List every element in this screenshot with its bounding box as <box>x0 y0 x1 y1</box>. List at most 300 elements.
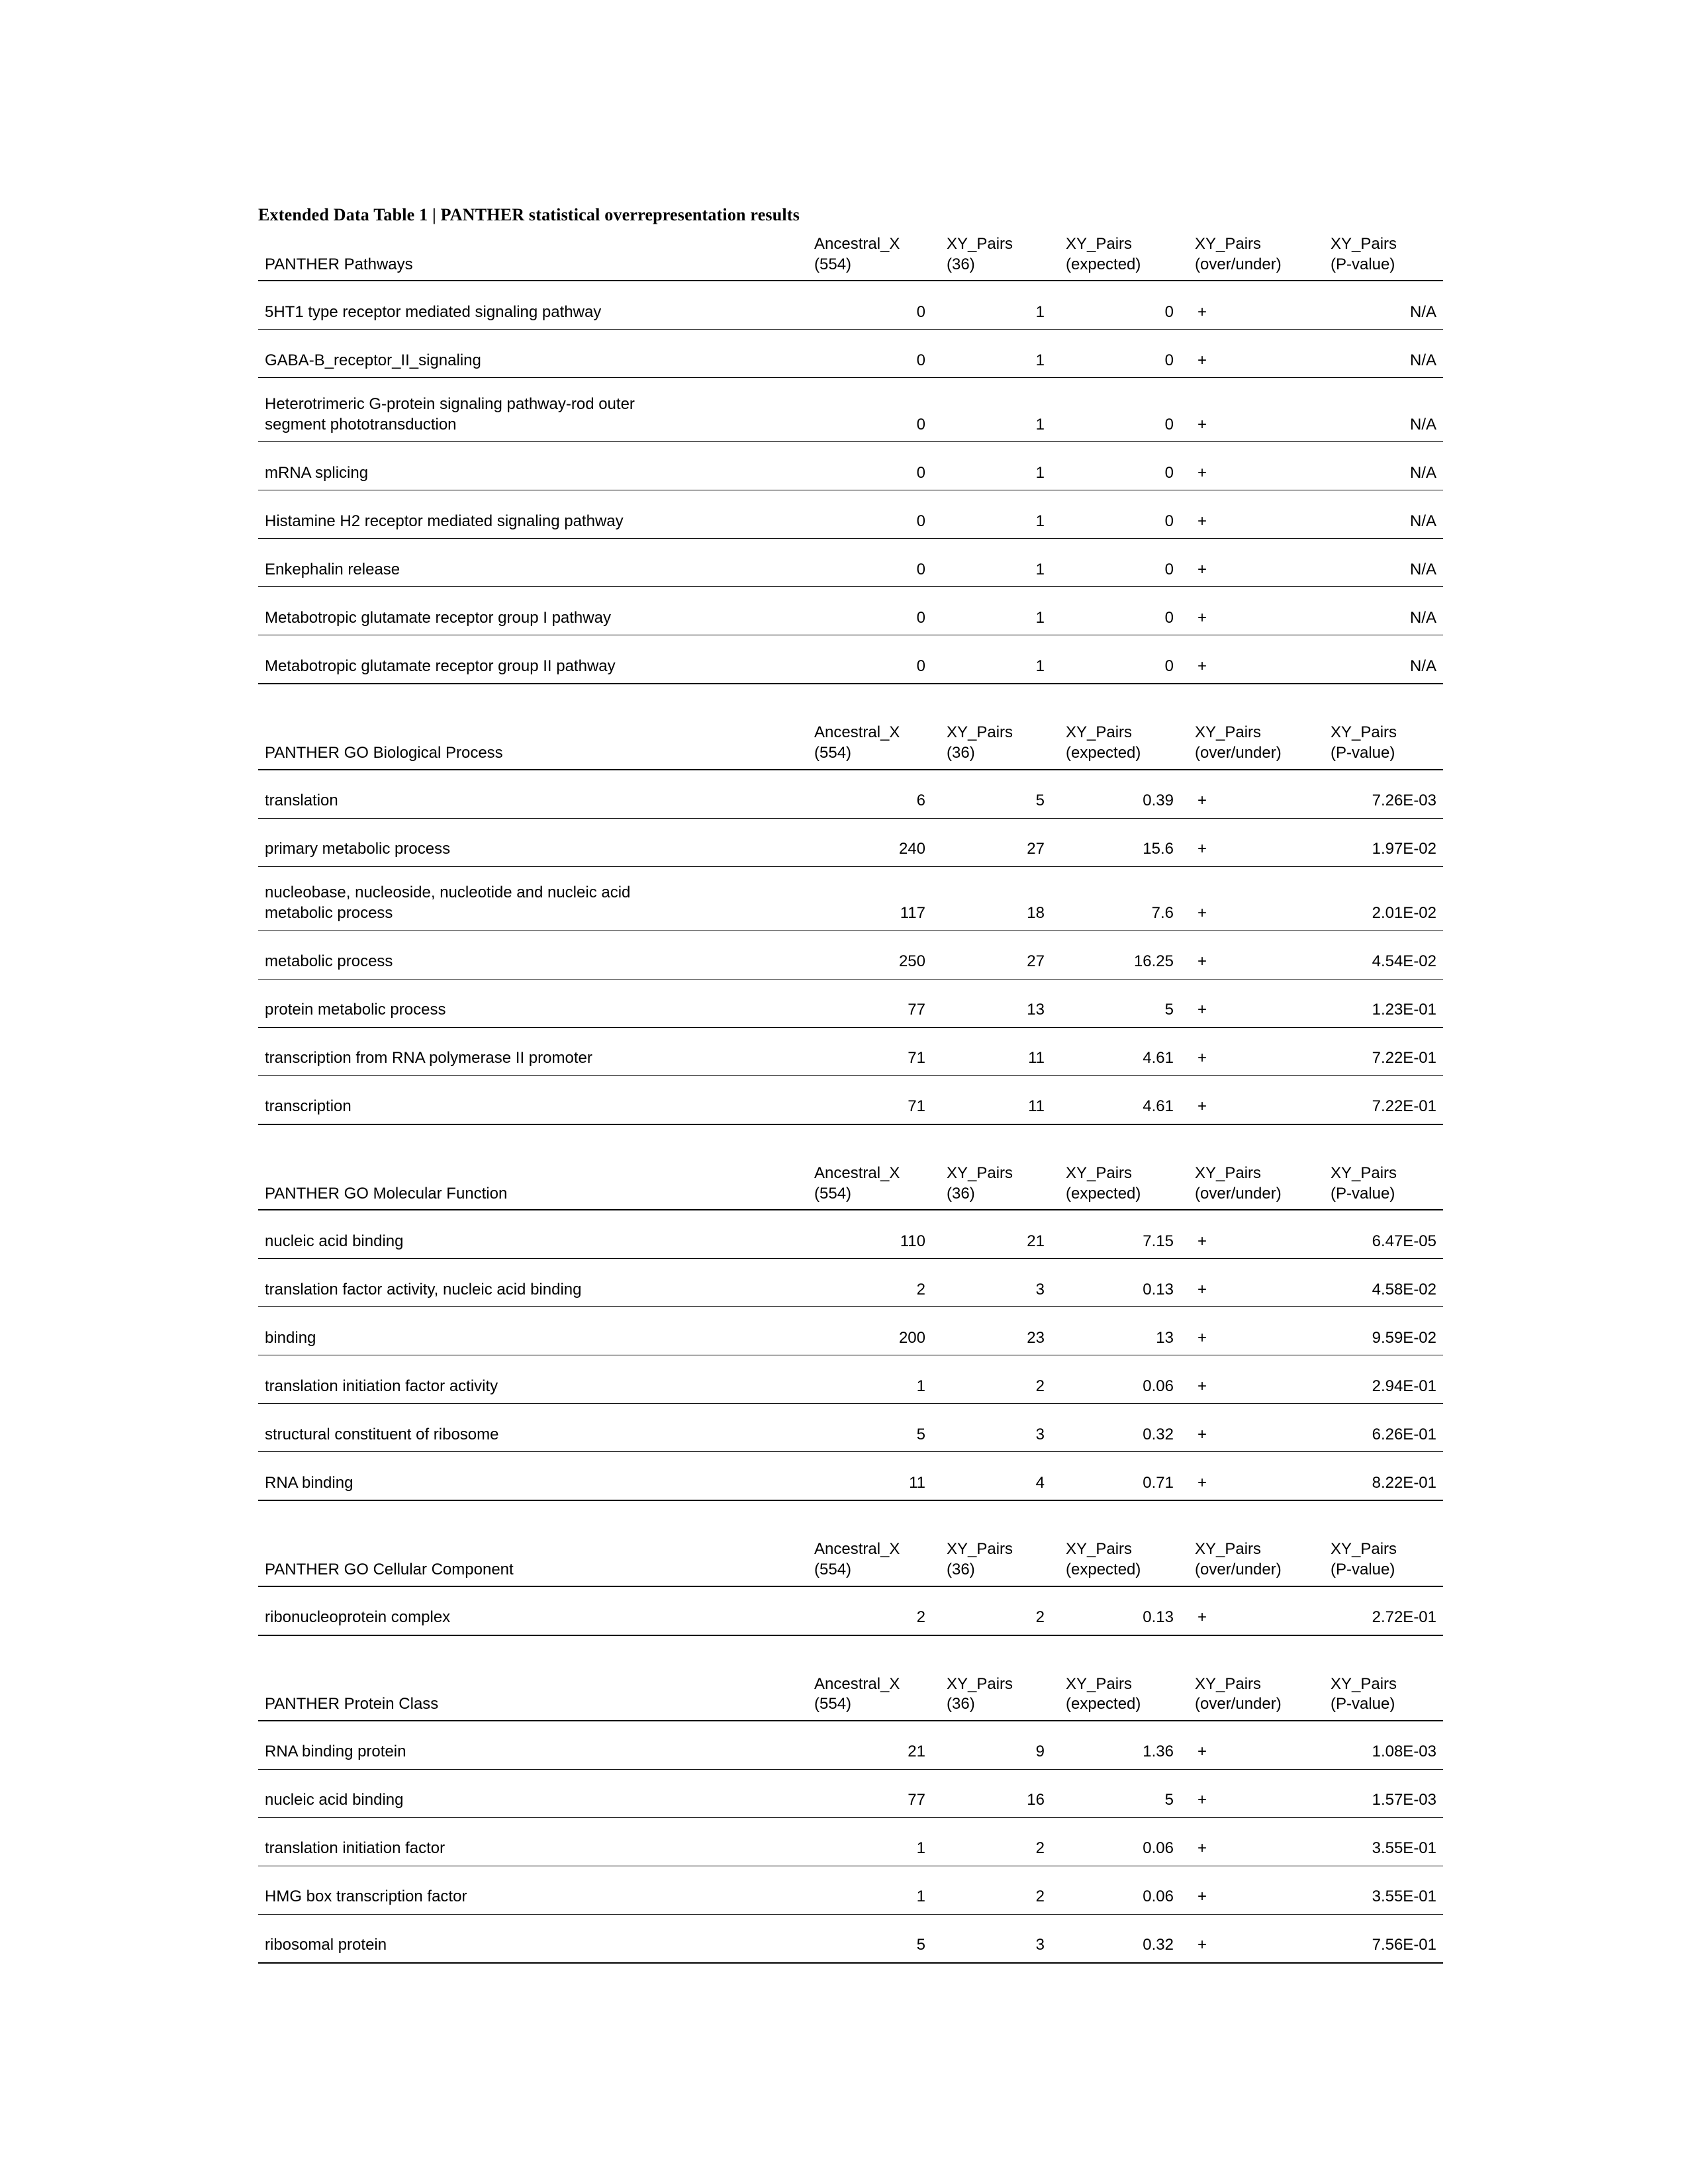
cell-xy-pairs-expected: 4.61 <box>1059 1027 1188 1075</box>
cell-xy-pairs-p-value: 3.55E-01 <box>1324 1866 1443 1915</box>
row-label-line1: translation factor activity, nucleic acid binding <box>265 1280 582 1298</box>
row-label <box>258 442 808 490</box>
section-heading: PANTHER GO Molecular Function <box>258 1163 808 1210</box>
row-label <box>258 1307 808 1355</box>
table-row <box>258 1404 1443 1452</box>
cell-xy-pairs: 1 <box>940 378 1059 442</box>
cell-ancestral-x: 1 <box>808 1818 940 1866</box>
cell-xy-pairs: 1 <box>940 635 1059 684</box>
column-header-xy-pairs-expected <box>1059 1163 1188 1210</box>
cell-ancestral-x: 5 <box>808 1404 940 1452</box>
row-label <box>258 1915 808 1964</box>
cell-ancestral-x: 0 <box>808 378 940 442</box>
table-row <box>258 770 1443 819</box>
row-label <box>258 587 808 635</box>
row-label-line1: Metabotropic glutamate receptor group II pathway <box>265 657 616 675</box>
cell-xy-pairs: 13 <box>940 979 1059 1027</box>
row-label-line1: translation initiation factor activity <box>265 1377 498 1395</box>
row-label-line1: mRNA splicing <box>265 463 369 482</box>
cell-xy-pairs-p-value: 2.72E-01 <box>1324 1586 1443 1635</box>
column-header-line1: XY_Pairs <box>1331 1540 1397 1559</box>
panther-results-table <box>258 1163 1443 1501</box>
cell-xy-pairs-expected: 0.71 <box>1059 1452 1188 1501</box>
cell-xy-pairs-expected: 15.6 <box>1059 818 1188 866</box>
cell-xy-pairs-p-value: 7.22E-01 <box>1324 1027 1443 1075</box>
cell-ancestral-x: 77 <box>808 979 940 1027</box>
section-spacer <box>258 1501 1443 1539</box>
row-label-line1: primary metabolic process <box>265 840 451 858</box>
cell-xy-pairs: 4 <box>940 1452 1059 1501</box>
column-header-line2: (36) <box>947 1561 975 1579</box>
column-header-xy-pairs-p-value <box>1324 723 1443 769</box>
cell-xy-pairs-p-value: 7.56E-01 <box>1324 1915 1443 1964</box>
cell-xy-pairs-expected: 0.13 <box>1059 1259 1188 1307</box>
cell-xy-pairs: 27 <box>940 931 1059 979</box>
row-label-line2: metabolic process <box>265 904 393 923</box>
column-header-line1: XY_Pairs <box>1195 1163 1262 1182</box>
column-header-line1: XY_Pairs <box>1331 723 1397 742</box>
cell-xy-pairs-p-value: N/A <box>1324 330 1443 378</box>
cell-xy-pairs-over-under: + <box>1188 587 1324 635</box>
cell-xy-pairs-expected: 0.06 <box>1059 1355 1188 1404</box>
cell-ancestral-x: 11 <box>808 1452 940 1501</box>
cell-xy-pairs-over-under: + <box>1188 1721 1324 1770</box>
column-header-line1: XY_Pairs <box>1066 235 1133 253</box>
cell-xy-pairs-p-value: 2.01E-02 <box>1324 866 1443 931</box>
cell-xy-pairs-over-under: + <box>1188 1210 1324 1259</box>
cell-xy-pairs: 27 <box>940 818 1059 866</box>
column-header-line1: Ancestral_X <box>814 723 900 742</box>
cell-ancestral-x: 0 <box>808 587 940 635</box>
cell-xy-pairs-over-under: + <box>1188 1404 1324 1452</box>
column-header-line1: XY_Pairs <box>1195 723 1262 742</box>
column-header-xy-pairs <box>940 1674 1059 1721</box>
column-header-xy-pairs-expected <box>1059 1539 1188 1586</box>
cell-xy-pairs: 3 <box>940 1259 1059 1307</box>
column-header-line1: XY_Pairs <box>1331 1674 1397 1693</box>
cell-xy-pairs-expected: 0 <box>1059 378 1188 442</box>
table-row <box>258 1770 1443 1818</box>
cell-xy-pairs-p-value: 1.08E-03 <box>1324 1721 1443 1770</box>
row-label <box>258 979 808 1027</box>
row-label <box>258 1586 808 1635</box>
cell-xy-pairs: 1 <box>940 281 1059 330</box>
column-header-line1: XY_Pairs <box>1066 1674 1133 1693</box>
column-header-line1: XY_Pairs <box>1066 1163 1133 1182</box>
row-label-line1: nucleic acid binding <box>265 1791 404 1809</box>
column-header-line2: (P-value) <box>1331 744 1395 762</box>
cell-xy-pairs: 5 <box>940 770 1059 819</box>
cell-xy-pairs-p-value: 1.57E-03 <box>1324 1770 1443 1818</box>
section-heading: PANTHER Protein Class <box>258 1674 808 1721</box>
cell-ancestral-x: 200 <box>808 1307 940 1355</box>
cell-xy-pairs-over-under: + <box>1188 1586 1324 1635</box>
cell-ancestral-x: 71 <box>808 1027 940 1075</box>
row-label <box>258 635 808 684</box>
row-label-line1: Metabotropic glutamate receptor group I pathway <box>265 608 611 627</box>
cell-xy-pairs: 23 <box>940 1307 1059 1355</box>
table-row <box>258 1915 1443 1964</box>
cell-xy-pairs-expected: 0 <box>1059 539 1188 587</box>
column-header-xy-pairs <box>940 1539 1059 1586</box>
column-header-line2: (expected) <box>1066 1561 1141 1579</box>
row-label-line2: segment phototransduction <box>265 415 457 433</box>
cell-xy-pairs-expected: 0.39 <box>1059 770 1188 819</box>
row-label-line1: binding <box>265 1328 316 1347</box>
cell-ancestral-x: 110 <box>808 1210 940 1259</box>
row-label <box>258 1210 808 1259</box>
cell-ancestral-x: 2 <box>808 1586 940 1635</box>
cell-xy-pairs-p-value: N/A <box>1324 378 1443 442</box>
table-row <box>258 1307 1443 1355</box>
cell-xy-pairs-over-under: + <box>1188 1307 1324 1355</box>
cell-xy-pairs-over-under: + <box>1188 1452 1324 1501</box>
row-label-line1: HMG box transcription factor <box>265 1888 467 1906</box>
cell-xy-pairs-over-under: + <box>1188 866 1324 931</box>
cell-xy-pairs: 18 <box>940 866 1059 931</box>
column-header-ancestral-x <box>808 234 940 281</box>
cell-xy-pairs-over-under: + <box>1188 931 1324 979</box>
cell-xy-pairs-p-value: 7.22E-01 <box>1324 1075 1443 1124</box>
table-row <box>258 442 1443 490</box>
cell-ancestral-x: 77 <box>808 1770 940 1818</box>
table-row <box>258 1452 1443 1501</box>
table-row <box>258 1075 1443 1124</box>
column-header-line2: (expected) <box>1066 255 1141 273</box>
cell-xy-pairs-p-value: 6.26E-01 <box>1324 1404 1443 1452</box>
table-header-row <box>258 1163 1443 1210</box>
cell-xy-pairs: 1 <box>940 587 1059 635</box>
cell-xy-pairs-expected: 0 <box>1059 330 1188 378</box>
cell-ancestral-x: 0 <box>808 635 940 684</box>
row-label <box>258 1770 808 1818</box>
column-header-line2: (over/under) <box>1195 1695 1282 1713</box>
column-header-xy-pairs-p-value <box>1324 1674 1443 1721</box>
column-header-line1: XY_Pairs <box>1331 235 1397 253</box>
cell-xy-pairs-p-value: N/A <box>1324 490 1443 539</box>
cell-xy-pairs-expected: 0 <box>1059 442 1188 490</box>
column-header-line1: XY_Pairs <box>947 1540 1013 1559</box>
cell-xy-pairs: 2 <box>940 1818 1059 1866</box>
cell-xy-pairs-p-value: 4.58E-02 <box>1324 1259 1443 1307</box>
table-content-area <box>258 205 1443 1964</box>
cell-xy-pairs-expected: 0 <box>1059 635 1188 684</box>
column-header-line1: XY_Pairs <box>1195 235 1262 253</box>
cell-xy-pairs: 2 <box>940 1866 1059 1915</box>
column-header-line2: (expected) <box>1066 1695 1141 1713</box>
cell-xy-pairs-over-under: + <box>1188 1075 1324 1124</box>
cell-xy-pairs-expected: 13 <box>1059 1307 1188 1355</box>
cell-xy-pairs-over-under: + <box>1188 490 1324 539</box>
column-header-line2: (554) <box>814 1184 852 1203</box>
cell-xy-pairs-expected: 0 <box>1059 281 1188 330</box>
column-header-line2: (P-value) <box>1331 1561 1395 1579</box>
row-label-line1: structural constituent of ribosome <box>265 1425 499 1443</box>
row-label <box>258 1027 808 1075</box>
column-header-line2: (554) <box>814 744 852 762</box>
cell-xy-pairs-over-under: + <box>1188 770 1324 819</box>
cell-ancestral-x: 0 <box>808 281 940 330</box>
cell-xy-pairs-expected: 7.15 <box>1059 1210 1188 1259</box>
table-row <box>258 1586 1443 1635</box>
tables-root <box>258 234 1443 1964</box>
cell-xy-pairs-over-under: + <box>1188 1866 1324 1915</box>
cell-ancestral-x: 250 <box>808 931 940 979</box>
table-row <box>258 1355 1443 1404</box>
column-header-line2: (over/under) <box>1195 255 1282 273</box>
column-header-line2: (expected) <box>1066 1184 1141 1203</box>
cell-xy-pairs-expected: 0.06 <box>1059 1818 1188 1866</box>
cell-xy-pairs-over-under: + <box>1188 281 1324 330</box>
cell-xy-pairs-over-under: + <box>1188 1355 1324 1404</box>
cell-ancestral-x: 21 <box>808 1721 940 1770</box>
column-header-xy-pairs <box>940 1163 1059 1210</box>
row-label <box>258 818 808 866</box>
row-label <box>258 1452 808 1501</box>
table-row <box>258 818 1443 866</box>
cell-xy-pairs-p-value: 1.23E-01 <box>1324 979 1443 1027</box>
cell-ancestral-x: 71 <box>808 1075 940 1124</box>
cell-ancestral-x: 6 <box>808 770 940 819</box>
column-header-xy-pairs-p-value <box>1324 1539 1443 1586</box>
column-header-xy-pairs-p-value <box>1324 234 1443 281</box>
column-header-ancestral-x <box>808 1163 940 1210</box>
section-heading: PANTHER GO Biological Process <box>258 723 808 769</box>
panther-results-table <box>258 1539 1443 1635</box>
row-label <box>258 931 808 979</box>
row-label <box>258 1355 808 1404</box>
table-row <box>258 1721 1443 1770</box>
column-header-line2: (P-value) <box>1331 1695 1395 1713</box>
row-label-line1: ribosomal protein <box>265 1936 387 1954</box>
column-header-line2: (36) <box>947 1184 975 1203</box>
column-header-line1: XY_Pairs <box>947 1163 1013 1182</box>
column-header-line2: (expected) <box>1066 744 1141 762</box>
table-row <box>258 281 1443 330</box>
table-row <box>258 1210 1443 1259</box>
cell-xy-pairs: 1 <box>940 330 1059 378</box>
column-header-line2: (P-value) <box>1331 255 1395 273</box>
column-header-line2: (36) <box>947 255 975 273</box>
row-label-line1: nucleobase, nucleoside, nucleotide and nucleic acid <box>265 884 631 902</box>
cell-ancestral-x: 0 <box>808 442 940 490</box>
cell-ancestral-x: 1 <box>808 1866 940 1915</box>
cell-xy-pairs-p-value: 6.47E-05 <box>1324 1210 1443 1259</box>
cell-xy-pairs-p-value: N/A <box>1324 587 1443 635</box>
row-label-line1: ribonucleoprotein complex <box>265 1608 451 1627</box>
column-header-line2: (over/under) <box>1195 1184 1282 1203</box>
column-header-ancestral-x <box>808 1674 940 1721</box>
column-header-line1: Ancestral_X <box>814 235 900 253</box>
table-row <box>258 635 1443 684</box>
row-label-line1: transcription <box>265 1097 352 1116</box>
cell-xy-pairs-over-under: + <box>1188 818 1324 866</box>
cell-xy-pairs: 21 <box>940 1210 1059 1259</box>
cell-xy-pairs-expected: 0 <box>1059 490 1188 539</box>
column-header-line1: XY_Pairs <box>1195 1674 1262 1693</box>
column-header-line1: XY_Pairs <box>947 1674 1013 1693</box>
row-label-line1: RNA binding <box>265 1473 353 1492</box>
column-header-xy-pairs-expected <box>1059 723 1188 769</box>
column-header-line1: Ancestral_X <box>814 1540 900 1559</box>
cell-xy-pairs-p-value: N/A <box>1324 281 1443 330</box>
cell-xy-pairs-expected: 0.13 <box>1059 1586 1188 1635</box>
cell-xy-pairs-expected: 0.06 <box>1059 1866 1188 1915</box>
cell-xy-pairs-p-value: N/A <box>1324 442 1443 490</box>
row-label-line1: nucleic acid binding <box>265 1232 404 1250</box>
cell-ancestral-x: 5 <box>808 1915 940 1964</box>
column-header-xy-pairs-expected <box>1059 1674 1188 1721</box>
cell-xy-pairs: 2 <box>940 1586 1059 1635</box>
cell-xy-pairs-over-under: + <box>1188 1915 1324 1964</box>
section-spacer <box>258 1636 1443 1674</box>
column-header-ancestral-x <box>808 1539 940 1586</box>
column-header-line2: (36) <box>947 1695 975 1713</box>
panther-results-table <box>258 234 1443 684</box>
cell-xy-pairs-expected: 5 <box>1059 979 1188 1027</box>
cell-xy-pairs: 1 <box>940 442 1059 490</box>
table-header-row <box>258 723 1443 769</box>
row-label-line1: GABA-B_receptor_II_signaling <box>265 351 481 369</box>
cell-xy-pairs: 11 <box>940 1027 1059 1075</box>
row-label-line1: 5HT1 type receptor mediated signaling pathway <box>265 302 602 321</box>
cell-ancestral-x: 240 <box>808 818 940 866</box>
cell-xy-pairs-over-under: + <box>1188 635 1324 684</box>
column-header-line1: XY_Pairs <box>1066 723 1133 742</box>
cell-xy-pairs: 1 <box>940 490 1059 539</box>
column-header-line1: Ancestral_X <box>814 1163 900 1182</box>
row-label <box>258 770 808 819</box>
cell-xy-pairs-expected: 1.36 <box>1059 1721 1188 1770</box>
column-header-xy-pairs-over-under <box>1188 1539 1324 1586</box>
column-header-line2: (over/under) <box>1195 1561 1282 1579</box>
cell-xy-pairs-p-value: 2.94E-01 <box>1324 1355 1443 1404</box>
row-label <box>258 1866 808 1915</box>
row-label-line1: Heterotrimeric G-protein signaling pathway-rod outer <box>265 395 635 413</box>
column-header-xy-pairs <box>940 723 1059 769</box>
row-label-line1: Histamine H2 receptor mediated signaling pathway <box>265 512 624 530</box>
cell-xy-pairs-over-under: + <box>1188 442 1324 490</box>
cell-xy-pairs-over-under: + <box>1188 1027 1324 1075</box>
cell-ancestral-x: 1 <box>808 1355 940 1404</box>
table-row <box>258 931 1443 979</box>
cell-xy-pairs-expected: 16.25 <box>1059 931 1188 979</box>
cell-xy-pairs-p-value: 9.59E-02 <box>1324 1307 1443 1355</box>
cell-xy-pairs-p-value: N/A <box>1324 539 1443 587</box>
table-row <box>258 1259 1443 1307</box>
row-label <box>258 1818 808 1866</box>
row-label-line1: translation <box>265 792 338 810</box>
cell-xy-pairs-p-value: 8.22E-01 <box>1324 1452 1443 1501</box>
column-header-line2: (554) <box>814 1561 852 1579</box>
panther-results-table <box>258 723 1443 1124</box>
cell-xy-pairs-over-under: + <box>1188 1259 1324 1307</box>
cell-xy-pairs-expected: 0.32 <box>1059 1404 1188 1452</box>
column-header-xy-pairs-over-under <box>1188 1163 1324 1210</box>
table-row <box>258 490 1443 539</box>
row-label-line1: Enkephalin release <box>265 560 400 578</box>
cell-xy-pairs-over-under: + <box>1188 330 1324 378</box>
cell-xy-pairs-p-value: 4.54E-02 <box>1324 931 1443 979</box>
cell-ancestral-x: 117 <box>808 866 940 931</box>
table-row <box>258 866 1443 931</box>
table-row <box>258 378 1443 442</box>
table-row <box>258 330 1443 378</box>
cell-xy-pairs: 3 <box>940 1915 1059 1964</box>
cell-xy-pairs-p-value: 3.55E-01 <box>1324 1818 1443 1866</box>
row-label <box>258 1404 808 1452</box>
table-row <box>258 1866 1443 1915</box>
page-title: Extended Data Table 1 | PANTHER statistical overrepresentation results <box>258 205 800 224</box>
section-heading: PANTHER Pathways <box>258 234 808 281</box>
row-label <box>258 330 808 378</box>
row-label-line1: RNA binding protein <box>265 1743 406 1761</box>
cell-xy-pairs: 2 <box>940 1355 1059 1404</box>
row-label <box>258 281 808 330</box>
column-header-line1: XY_Pairs <box>1066 1540 1133 1559</box>
column-header-xy-pairs-over-under <box>1188 723 1324 769</box>
table-row <box>258 539 1443 587</box>
cell-xy-pairs-expected: 4.61 <box>1059 1075 1188 1124</box>
cell-xy-pairs-over-under: + <box>1188 378 1324 442</box>
row-label <box>258 539 808 587</box>
cell-xy-pairs-p-value: N/A <box>1324 635 1443 684</box>
table-header-row <box>258 234 1443 281</box>
cell-xy-pairs: 9 <box>940 1721 1059 1770</box>
column-header-line1: XY_Pairs <box>1331 1163 1397 1182</box>
column-header-ancestral-x <box>808 723 940 769</box>
row-label <box>258 1259 808 1307</box>
column-header-line2: (over/under) <box>1195 744 1282 762</box>
row-label <box>258 1075 808 1124</box>
cell-xy-pairs-expected: 0.32 <box>1059 1915 1188 1964</box>
cell-xy-pairs-over-under: + <box>1188 979 1324 1027</box>
cell-xy-pairs-over-under: + <box>1188 539 1324 587</box>
cell-xy-pairs: 3 <box>940 1404 1059 1452</box>
column-header-line1: XY_Pairs <box>947 723 1013 742</box>
row-label-line1: transcription from RNA polymerase II promoter <box>265 1049 592 1068</box>
column-header-xy-pairs-expected <box>1059 234 1188 281</box>
column-header-xy-pairs <box>940 234 1059 281</box>
column-header-line2: (554) <box>814 255 852 273</box>
table-row <box>258 587 1443 635</box>
column-header-xy-pairs-p-value <box>1324 1163 1443 1210</box>
table-row <box>258 1027 1443 1075</box>
cell-xy-pairs: 11 <box>940 1075 1059 1124</box>
row-label-line1: metabolic process <box>265 952 393 971</box>
column-header-line1: XY_Pairs <box>1195 1540 1262 1559</box>
table-header-row <box>258 1674 1443 1721</box>
column-header-line2: (36) <box>947 744 975 762</box>
row-label <box>258 490 808 539</box>
column-header-line2: (554) <box>814 1695 852 1713</box>
column-header-line1: Ancestral_X <box>814 1674 900 1693</box>
cell-ancestral-x: 0 <box>808 330 940 378</box>
row-label <box>258 378 808 442</box>
cell-ancestral-x: 0 <box>808 539 940 587</box>
column-header-xy-pairs-over-under <box>1188 1674 1324 1721</box>
cell-xy-pairs-expected: 7.6 <box>1059 866 1188 931</box>
column-header-line2: (P-value) <box>1331 1184 1395 1203</box>
table-row <box>258 979 1443 1027</box>
section-heading: PANTHER GO Cellular Component <box>258 1539 808 1586</box>
cell-xy-pairs-expected: 5 <box>1059 1770 1188 1818</box>
cell-xy-pairs-expected: 0 <box>1059 587 1188 635</box>
column-header-xy-pairs-over-under <box>1188 234 1324 281</box>
column-header-line1: XY_Pairs <box>947 235 1013 253</box>
cell-xy-pairs-over-under: + <box>1188 1818 1324 1866</box>
row-label <box>258 866 808 931</box>
